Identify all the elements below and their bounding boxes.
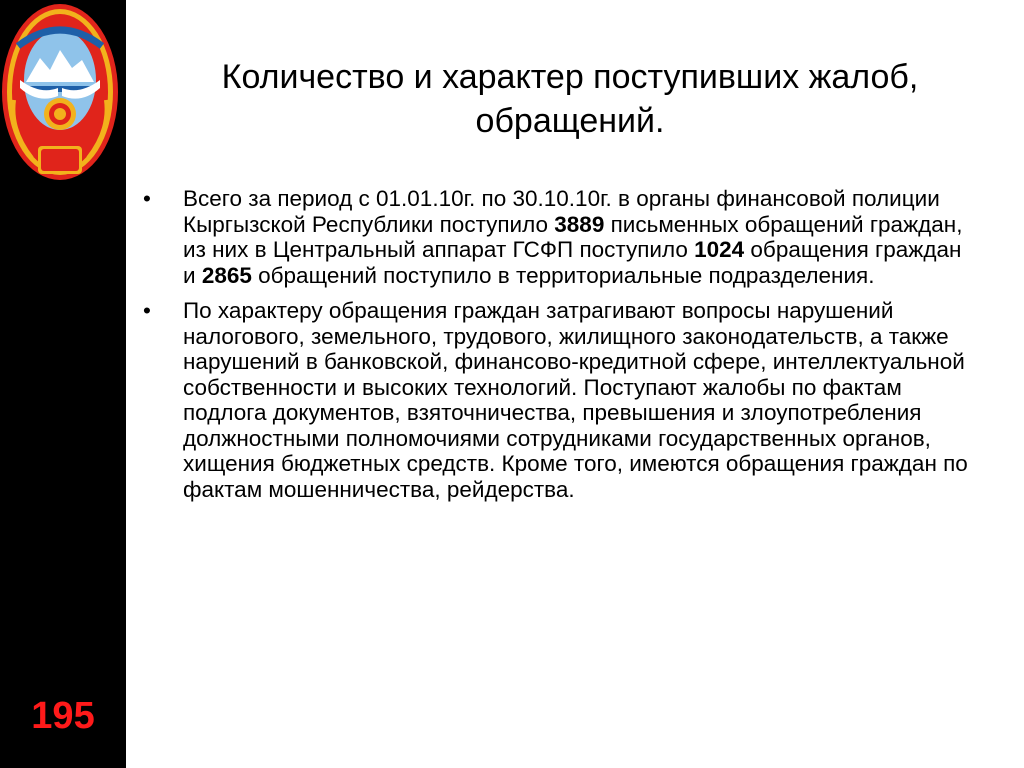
bullet-text: обращения граждан и	[183, 237, 962, 288]
bullet-text: обращений поступило в территориальные подразделения.	[251, 262, 875, 288]
financial-police-emblem-icon	[0, 0, 126, 183]
count-territorial: 2865	[201, 262, 252, 288]
bullet-marker: •	[143, 186, 151, 211]
bullet-marker: •	[143, 298, 151, 323]
bullet-item-character	[140, 298, 980, 502]
bullet-text: письменных обращений граждан, из них в Центральный аппарат ГСФП поступило	[183, 211, 963, 262]
page-number: 195	[31, 695, 95, 737]
bullet-text: По характеру обращения граждан затрагивают вопросы нарушений налогового, земельного, трудового, жилищного законодательств, а также нарушений в банковской, финансово-кредитной сфере, интеллектуальной собственности и высоких технологий. Поступают жалобы по фактам подлога документов, взяточничества, превышения и злоупотребления должностными полномочиями сотрудниками государственных органов, хищения бюджетных средств. Кроме того, имеются обращения граждан по фактам мошенничества, рейдерства.	[183, 298, 968, 502]
slide-title-line-2: обращений.	[475, 102, 665, 140]
emblem-area	[0, 0, 126, 183]
slide-title	[150, 55, 990, 143]
bullet-text: Всего за период с 01.01.10г. по 30.10.10г. в органы финансовой полиции Кыргызской Республики поступило	[183, 186, 940, 237]
bullet-list	[140, 186, 980, 512]
count-central: 1024	[694, 237, 745, 262]
slide-title-line-1: Количество и характер поступивших жалоб,	[221, 58, 919, 96]
bullet-item-totals	[140, 186, 980, 288]
count-total: 3889	[554, 211, 605, 237]
left-sidebar-bar	[0, 183, 126, 768]
